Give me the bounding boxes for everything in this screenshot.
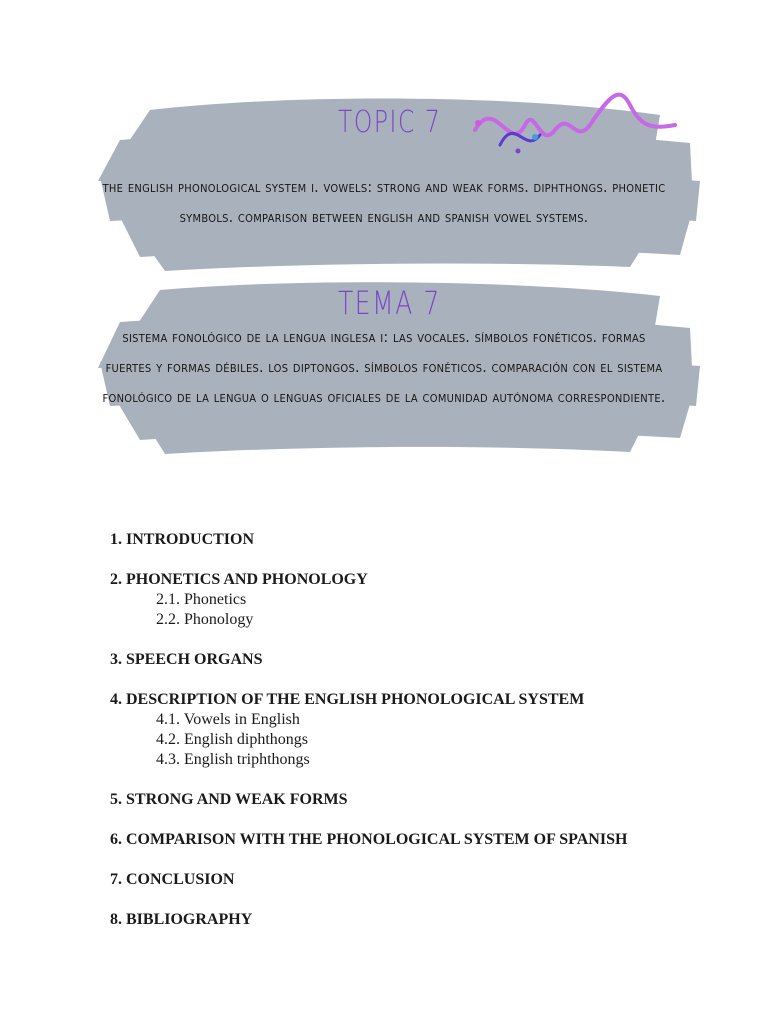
toc-section [110,910,710,930]
topic-title: TOPIC 7 [338,105,442,140]
toc-section [110,530,710,550]
toc-heading: 5. STRONG AND WEAK FORMS [110,791,348,808]
toc-heading: 2. PHONETICS AND PHONOLOGY [110,571,368,588]
toc-subheading: 4.1. Vowels in English [156,711,300,728]
wave-squiggle-icon [470,85,685,165]
topic-banner [0,85,768,275]
toc-section [110,790,710,810]
toc-heading: 7. CONCLUSION [110,871,235,888]
toc-section [110,570,710,630]
toc-section [110,650,710,670]
tema-title: TEMA 7 [338,284,441,322]
tema-banner [0,278,768,468]
toc-section [110,870,710,890]
toc-subheading: 4.2. English diphthongs [156,731,309,748]
toc-heading: 1. INTRODUCTION [110,531,255,548]
toc-heading: 3. SPEECH ORGANS [110,651,263,668]
toc-heading: 6. COMPARISON WITH THE PHONOLOGICAL SYSTEM OF SPANISH [110,831,628,848]
toc-subheading: 2.1. Phonetics [156,591,247,608]
toc-section [110,830,710,850]
toc-subheading: 4.3. English triphthongs [156,751,310,768]
toc-heading: 4. DESCRIPTION OF THE ENGLISH PHONOLOGICAL SYSTEM [110,691,585,708]
topic-description: the english phonological system i. vowels: strong and weak forms. diphthongs. phonetic symbols. comparison between english and spanish vowel systems. [102,178,666,226]
tema-description: sistema fonológico de la lengua inglesa i: las vocales. símbolos fonéticos. formas fuertes y formas débiles. los diptongos. símbolos fonéticos. comparación con el sistema fonológico de la lengua o lenguas oficiales de la comunidad autónoma correspondiente. [102,328,666,406]
toc-heading: 8. BIBLIOGRAPHY [110,911,253,928]
toc-subheading: 2.2. Phonology [156,611,254,628]
toc-section [110,690,710,770]
table-of-contents [110,530,710,950]
